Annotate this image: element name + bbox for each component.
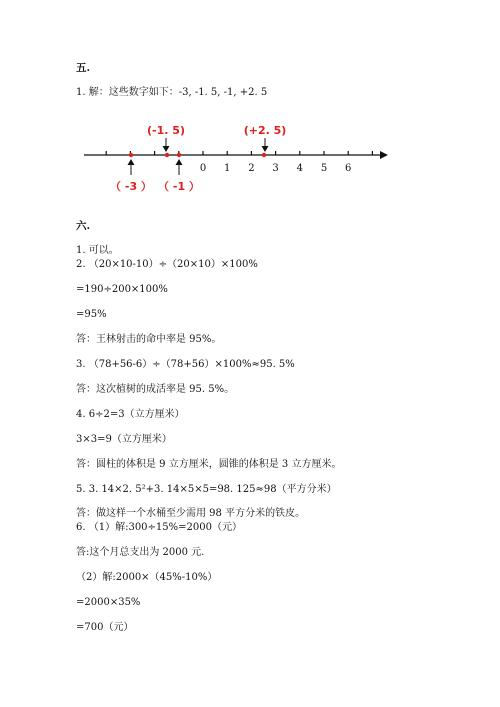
tick-labels (200, 163, 352, 174)
section-5-heading: 五. (76, 62, 91, 74)
answer-line: 答：王林射击的命中率是 95%。 (76, 334, 222, 345)
answer-line: =190÷200×100% (76, 284, 168, 295)
tick-marks (106, 151, 372, 155)
tick-label: 4 (296, 163, 303, 174)
answer-line: 答:这个月总支出为 2000 元. (76, 547, 205, 558)
label-neg3: （ -3 ） (110, 180, 152, 193)
arrowhead-down-pos2-5 (262, 146, 269, 152)
answer-line: =2000×35% (76, 597, 141, 608)
tick-label: 6 (345, 163, 352, 174)
answer-line: 3×3=9（立方厘米） (76, 434, 172, 445)
number-line-arrowhead (380, 151, 388, 159)
point-neg3 (129, 153, 133, 157)
tick-label: 2 (248, 163, 255, 174)
label-pos2-5: (+2. 5) (243, 124, 287, 137)
arrowhead-up-neg3 (128, 159, 135, 165)
label-neg1-5: (-1. 5) (147, 124, 185, 137)
answer-line: （2）解:2000×（45%-10%） (76, 572, 218, 583)
arrowhead-up-neg1 (176, 159, 183, 165)
answer-line: 答：做这样一个水桶至少需用 98 平方分米的铁皮。 (76, 508, 306, 519)
answer-line: 答：圆柱的体积是 9 立方厘米，圆锥的体积是 3 立方厘米。 (76, 459, 342, 470)
answer-line: =95% (76, 309, 107, 320)
answer-line: =700（元） (76, 622, 134, 633)
tick-label: 0 (199, 163, 207, 174)
answer-line: 3. （78+56-6）÷（78+56）×100%≈95. 5% (76, 359, 295, 370)
arrowhead-down-neg1-5 (163, 146, 170, 152)
tick-label: 5 (320, 163, 328, 174)
number-line-figure (80, 118, 390, 198)
label-neg1: （ -1 ） (158, 180, 200, 193)
answer-line: 1. 可以。 (76, 245, 119, 256)
tick-label: 1 (224, 163, 231, 174)
answer-line: 答：这次植树的成活率是 95. 5%。 (76, 384, 235, 395)
answer-line: 2. （20×10-10）÷（20×10）×100% (76, 259, 258, 270)
point-neg1-5 (165, 153, 169, 157)
tick-label: 3 (272, 163, 279, 174)
answer-line: 5. 3. 14×2. 5²+3. 14×5×5=98. 125≈98（平方分米） (76, 484, 337, 495)
answer-line: 6. （1）解:300÷15%=2000（元） (76, 522, 242, 533)
answer-1-text: 1. 解：这些数字如下：-3, -1. 5, -1, +2. 5 (76, 87, 268, 98)
section-6-heading: 六. (76, 220, 91, 232)
point-neg1 (177, 153, 181, 157)
answer-line: 4. 6÷2=3（立方厘米） (76, 409, 185, 420)
point-pos2-5 (262, 153, 266, 157)
